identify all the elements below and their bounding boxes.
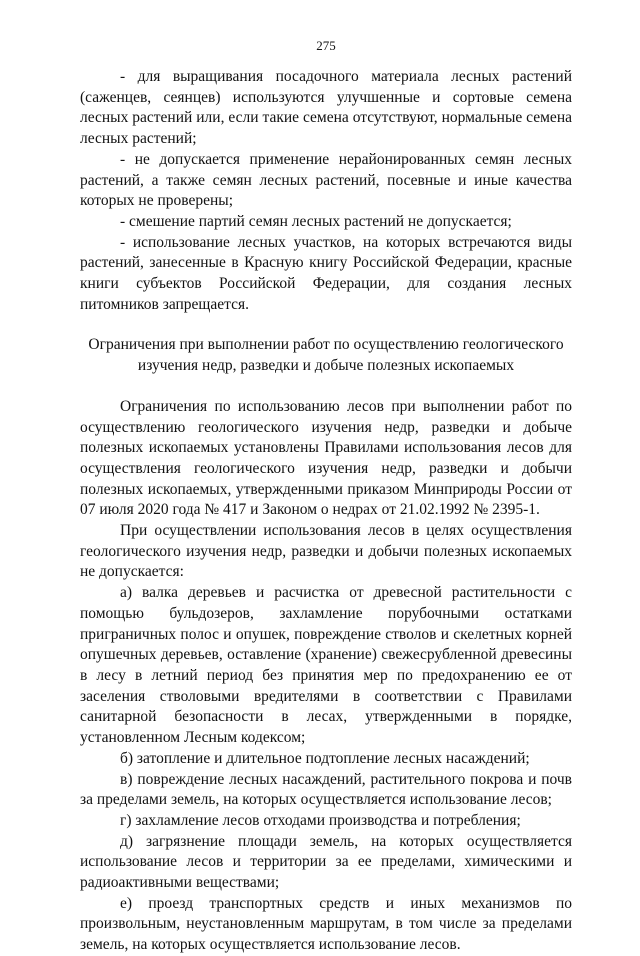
section-heading-line-2: изучения недр, разведки и добыче полезных ископаемых: [137, 357, 515, 375]
restriction-v: в) повреждение лесных насаждений, растительного покрова и почв за пределами земель, на которых осуществляется использование лесов;: [80, 770, 572, 809]
section-heading: [80, 335, 572, 376]
restriction-g: г) захламление лесов отходами производства и потребления;: [120, 811, 521, 829]
page-number: 275: [316, 38, 336, 53]
restriction-b: б) затопление и длительное подтопление лесных насаждений;: [120, 749, 530, 767]
list-item-unzoned-seeds: - не допускается применение нерайонированных семян лесных растений, а также семян лесных растений, посевные и иные качества которых не проверены;: [80, 150, 572, 210]
restriction-e: е) проезд транспортных средств и иных механизмов по произвольным, неустановленным маршрутам, в том числе за пределами земель, на которых осуществляется использование лесов.: [80, 894, 572, 954]
lead-paragraph: При осуществлении использования лесов в целях осуществления геологического изучения недр, разведки и добычи полезных ископаемых не допускается:: [80, 522, 572, 581]
section-heading-line-1: Ограничения при выполнении работ по осуществлению геологического: [88, 336, 564, 354]
intro-paragraph: Ограничения по использованию лесов при выполнении работ по осуществлению геологического изучения недр, разведки и добыче полезных ископаемых установлены Правилами использования лесов для осуществления геологического изучения недр, разведки и добычи полезных ископаемых, утвержденными приказом Минприроды России от 07 июля 2020 года № 417 и Законом о недрах от 21.02.1992 № 2395-1.: [80, 397, 572, 519]
list-item-red-book: - использование лесных участков, на которых встречаются виды растений, занесенные в Красную книгу Российской Федерации, красные книги субъектов Российской Федерации, для создания лесных питомников запрещается.: [80, 233, 572, 313]
restriction-a: а) валка деревьев и расчистка от древесной растительности с помощью бульдозеров, захламление порубочными остатками приграничных полос и опушек, повреждение стволов и скелетных корней опушечных деревьев, оставление (хранение) свежесрубленной древесины в лесу в летний период без принятия мер по предохранению ее от заселения стволовыми вредителями в соответствии с Правилами санитарной безопасности в лесах, утвержденными в порядке, установленном Лесным кодексом;: [80, 584, 572, 747]
list-item-seed-mixing: - смешение партий семян лесных растений не допускается;: [120, 212, 512, 230]
list-item-seed-material: - для выращивания посадочного материала лесных растений (саженцев, сеянцев) используются улучшенные и сортовые семена лесных растений или, если такие семена отсутствуют, нормальные семена лесных растений;: [80, 68, 572, 148]
restriction-d: д) загрязнение площади земель, на которых осуществляется использование лесов и территории за ее пределами, химическими и радиоактивными веществами;: [80, 832, 572, 892]
